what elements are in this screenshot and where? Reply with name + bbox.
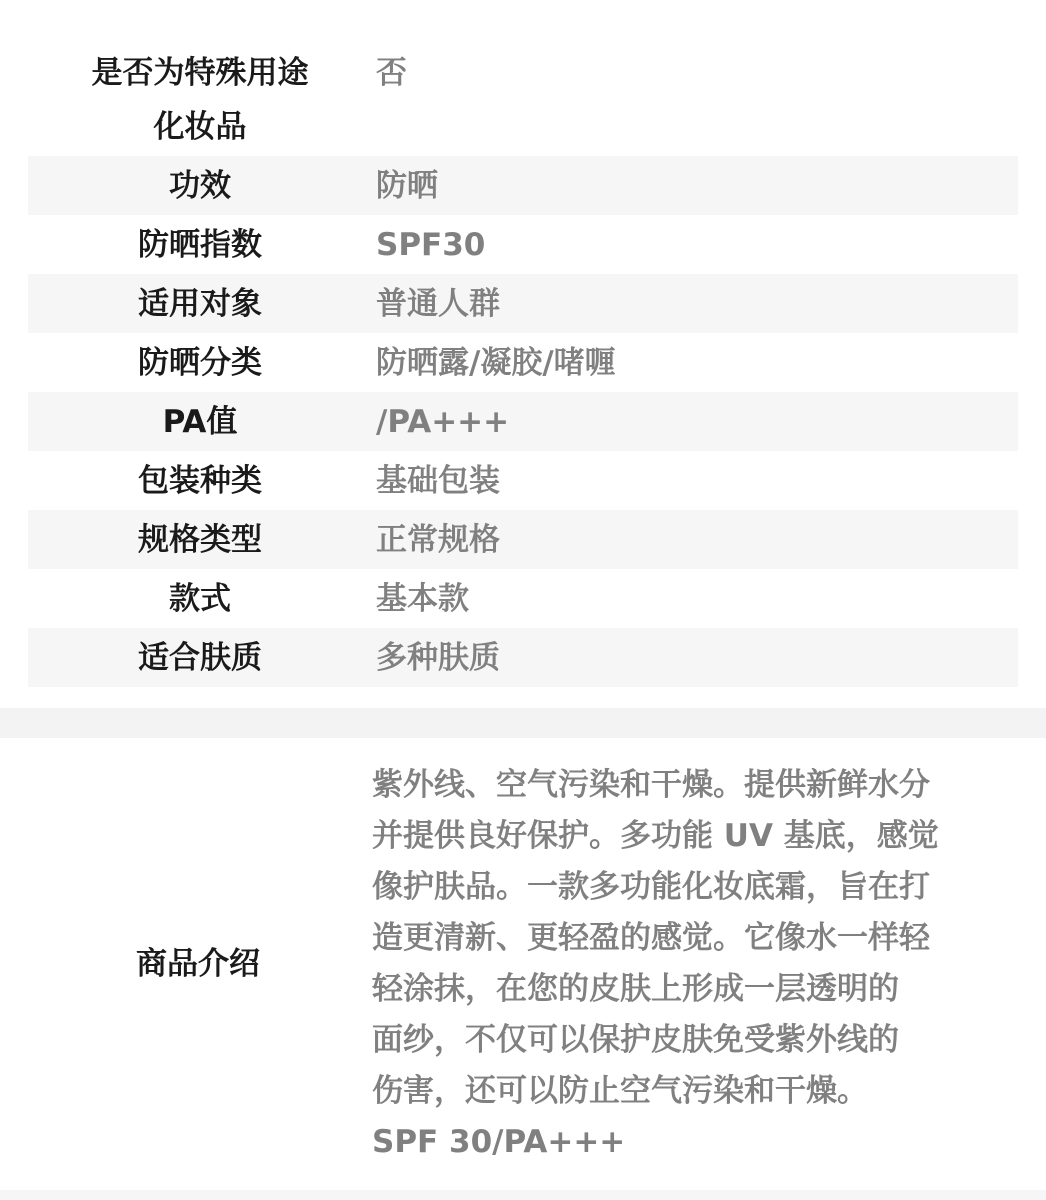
spec-row-skin-type	[28, 628, 1018, 687]
spec-value: 普通人群	[376, 285, 500, 322]
spec-value: 正常规格	[376, 521, 500, 558]
spec-table	[28, 40, 1018, 687]
bottom-band	[0, 1190, 1046, 1200]
spec-label-line: 是否为特殊用途	[91, 55, 309, 91]
intro-line: 伤害，还可以防止空气污染和干燥。	[372, 1073, 868, 1109]
spec-value: 基本款	[376, 580, 469, 617]
spec-value: 多种肤质	[376, 639, 500, 676]
spec-label: 规格类型	[138, 521, 262, 558]
spec-label: 适合肤质	[138, 639, 262, 676]
spec-row-category	[28, 333, 1018, 392]
spec-value: /PA+++	[376, 403, 510, 440]
spec-row-size-type	[28, 510, 1018, 569]
intro-line: 造更清新、更轻盈的感觉。它像水一样轻	[372, 920, 930, 956]
spec-value: SPF30	[376, 226, 486, 263]
spec-row-pa	[28, 392, 1018, 451]
intro-label: 商品介绍	[136, 946, 260, 982]
spec-label: 包装种类	[138, 462, 262, 499]
spec-row-special-use	[28, 40, 1018, 156]
spec-value: 否	[376, 55, 407, 91]
spec-row-efficacy	[28, 156, 1018, 215]
spec-row-style	[28, 569, 1018, 628]
spec-label: 防晒分类	[138, 344, 262, 381]
spec-value: 基础包装	[376, 462, 500, 499]
spec-label: 功效	[169, 167, 231, 204]
spec-value: 防晒露/凝胶/啫喱	[376, 344, 616, 381]
product-intro	[28, 738, 1018, 1190]
spec-value: 防晒	[376, 167, 438, 204]
intro-line: 像护肤品。一款多功能化妆底霜，旨在打	[372, 869, 930, 905]
spec-row-packaging	[28, 451, 1018, 510]
spec-row-spf	[28, 215, 1018, 274]
spec-label	[28, 40, 372, 154]
spec-label-line: 化妆品	[153, 109, 247, 145]
intro-line: 轻涂抹，在您的皮肤上形成一层透明的	[372, 971, 899, 1007]
spec-label: 款式	[169, 580, 231, 617]
spec-row-target	[28, 274, 1018, 333]
intro-text	[368, 760, 1018, 1168]
intro-line: 紫外线、空气污染和干燥。提供新鲜水分	[372, 767, 930, 803]
intro-line: SPF 30/PA+++	[372, 1124, 626, 1160]
section-divider	[0, 708, 1046, 738]
intro-line: 并提供良好保护。多功能 UV 基底，感觉	[372, 818, 939, 854]
spec-label: 适用对象	[138, 285, 262, 322]
spec-label: 防晒指数	[138, 226, 262, 263]
intro-line: 面纱，不仅可以保护皮肤免受紫外线的	[372, 1022, 899, 1058]
spec-label: PA值	[162, 403, 238, 440]
